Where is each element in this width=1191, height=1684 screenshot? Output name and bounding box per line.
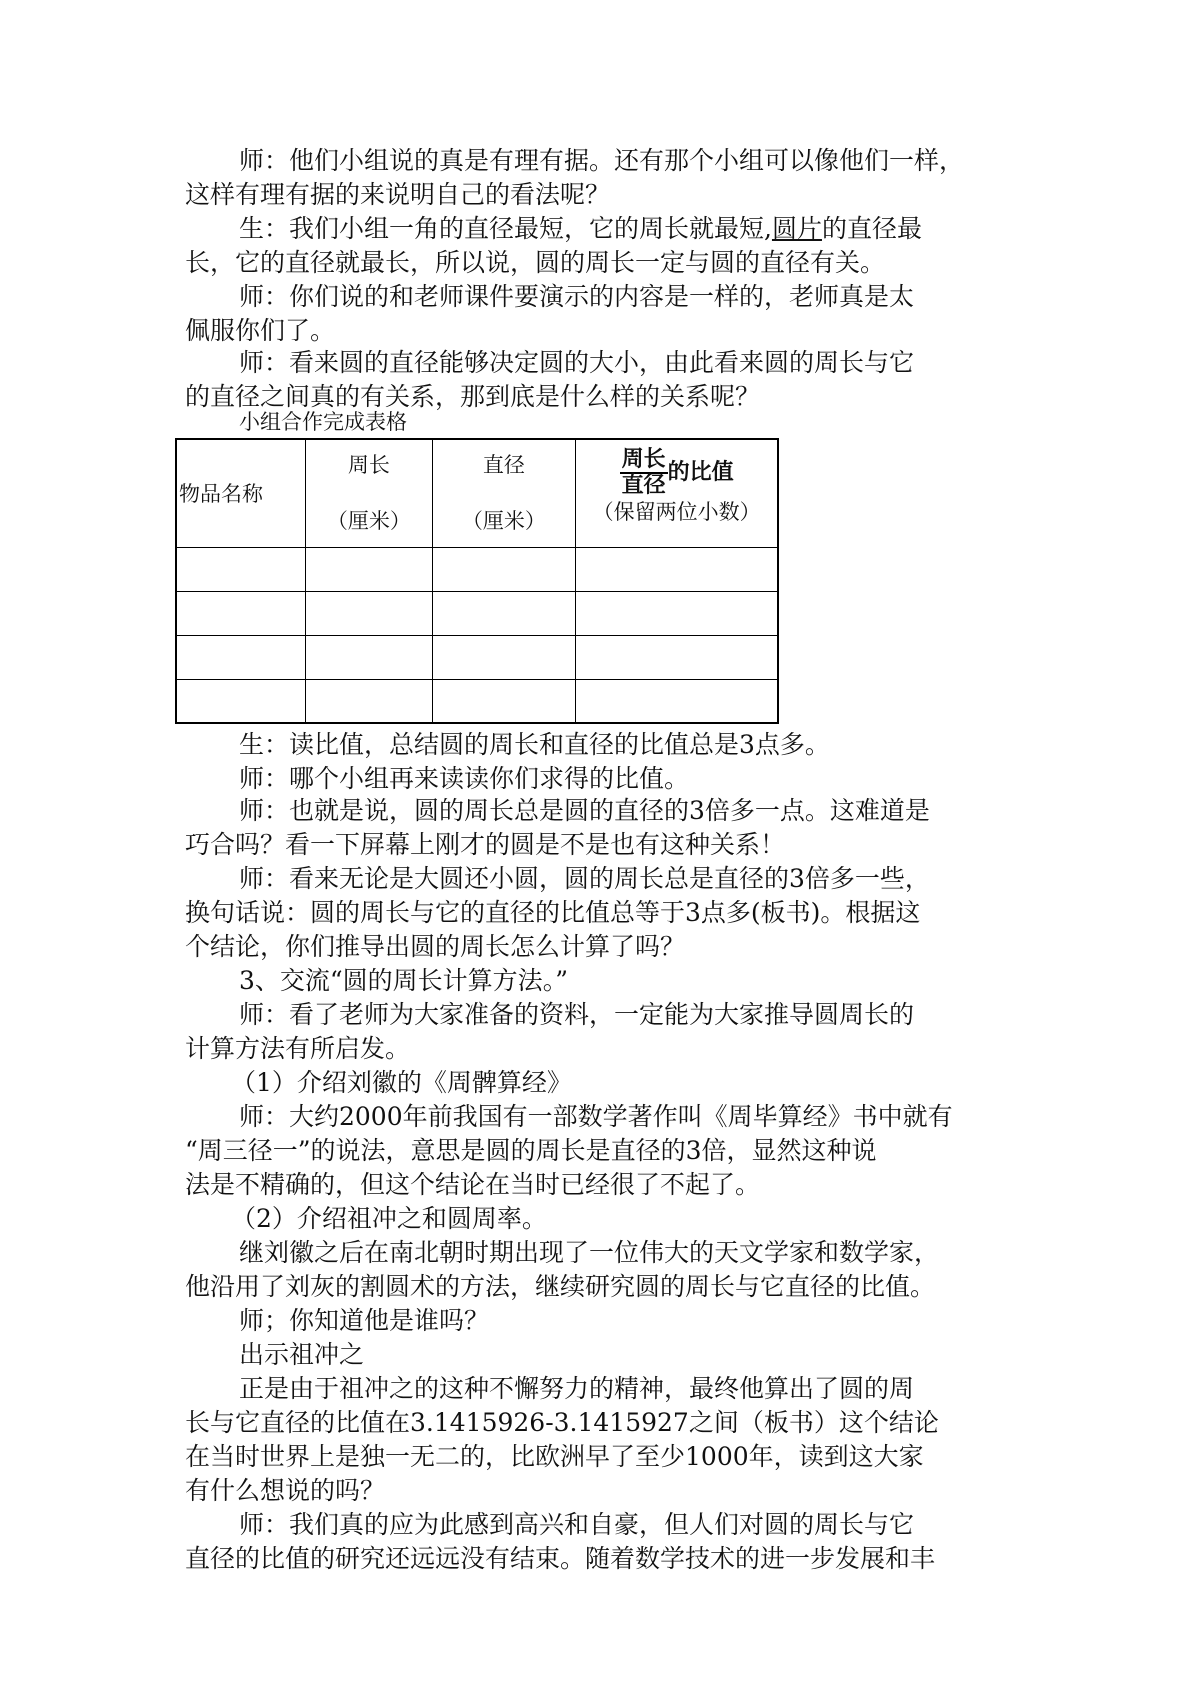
table-cell[interactable] (432, 547, 576, 591)
text-line: 师：也就是说，圆的周长总是圆的直径的3倍多一点。这难道是 (239, 796, 930, 825)
paragraph (185, 862, 1015, 964)
table-cell[interactable] (176, 547, 306, 591)
header-item-name: 物品名称 (176, 439, 306, 547)
text-line: 法是不精确的，但这个结论在当时已经很了不起了。 (185, 1170, 761, 1199)
fraction-numerator: 周长 (621, 447, 666, 473)
text-line: 出示祖冲之 (239, 1340, 365, 1369)
header-circumference (306, 439, 433, 547)
text-line: 换句话说：圆的周长与它的直径的比值总等于3点多(板书)。根据这 (185, 898, 921, 927)
text-line: 师：哪个小组再来读读你们求得的比值。 (239, 764, 690, 793)
paragraph (185, 212, 1015, 280)
table-caption (185, 408, 1015, 436)
table-cell[interactable] (306, 547, 433, 591)
table-row (176, 679, 778, 723)
ratio-title (576, 448, 777, 498)
text-line: 继刘徽之后在南北朝时期出现了一位伟大的天文学家和数学家， (239, 1238, 940, 1267)
paragraph (185, 1372, 1015, 1508)
paragraph (185, 1100, 1015, 1202)
text-run: 的直径最 (821, 214, 922, 243)
section-heading (185, 964, 1015, 998)
table-cell[interactable] (432, 635, 576, 679)
header-label: 直径 (482, 453, 525, 478)
table-cell[interactable] (576, 679, 778, 723)
paragraph (185, 1338, 1015, 1372)
text-line: （2）介绍祖冲之和圆周率。 (231, 1204, 547, 1233)
text-line: 师：看来无论是大圆还小圆，圆的周长总是直径的3倍多一些， (239, 864, 930, 893)
text-line: 师：他们小组说的真是有理有据。还有那个小组可以像他们一样， (239, 146, 965, 175)
table-header-row (176, 439, 778, 547)
table-cell[interactable] (432, 591, 576, 635)
subsection-heading (185, 1066, 1015, 1100)
text-line: 长与它直径的比值在3.1415926-3.1415927之间（板书）这个结论 (185, 1408, 939, 1437)
table-row (176, 591, 778, 635)
header-unit: （厘米） (326, 509, 411, 534)
text-line: 正是由于祖冲之的这种不懈努力的精神，最终他算出了圆的周 (239, 1374, 915, 1403)
text-line (185, 212, 1015, 246)
table-cell[interactable] (576, 591, 778, 635)
text-line: 师；你知道他是谁吗？ (239, 1306, 490, 1335)
table-cell[interactable] (306, 679, 433, 723)
table-cell[interactable] (176, 635, 306, 679)
header-diameter (432, 439, 576, 547)
table-cell[interactable] (176, 679, 306, 723)
text-line: 他沿用了刘灰的割圆术的方法，继续研究圆的周长与它直径的比值。 (185, 1272, 936, 1301)
paragraph (185, 1304, 1015, 1338)
header-label: 周长 (347, 453, 390, 478)
text-line: 师：你们说的和老师课件要演示的内容是一样的，老师真是太 (239, 282, 915, 311)
paragraph (185, 762, 1015, 796)
paragraph (185, 280, 1015, 348)
table-row (176, 635, 778, 679)
text-line: 佩服你们了。 (185, 316, 336, 345)
text-line: 师：我们真的应为此感到高兴和自豪，但人们对圆的周长与它 (239, 1510, 915, 1539)
table-cell[interactable] (576, 547, 778, 591)
paragraph (185, 144, 1015, 212)
text-line: 长，它的直径就最长，所以说，圆的周长一定与圆的直径有关。 (185, 248, 886, 277)
ratio-label: 的比值 (667, 460, 734, 486)
text-line: 师：大约2000年前我国有一部数学著作叫《周毕算经》书中就有 (239, 1102, 953, 1131)
text-line: 个结论，你们推导出圆的周长怎么计算了吗？ (185, 932, 686, 961)
table-cell[interactable] (176, 591, 306, 635)
paragraph (185, 1236, 1015, 1304)
header-unit: （厘米） (461, 509, 546, 534)
paragraph (185, 346, 1015, 414)
paragraph (185, 728, 1015, 762)
text-run: 生：我们小组一角的直径最短，它的周长就最短, (239, 214, 772, 243)
table-row (176, 547, 778, 591)
text-line: （1）介绍刘徽的《周髀算经》 (231, 1068, 572, 1097)
ratio-note: （保留两位小数） (592, 500, 761, 525)
text-line: 师：看来圆的直径能够决定圆的大小，由此看来圆的周长与它 (239, 348, 915, 377)
table-cell[interactable] (576, 635, 778, 679)
paragraph (185, 794, 1015, 862)
subsection-heading (185, 1202, 1015, 1236)
text-line: 这样有理有据的来说明自己的看法呢？ (185, 180, 611, 209)
fraction-denominator: 直径 (621, 473, 666, 499)
text-line: 的直径之间真的有关系，那到底是什么样的关系呢？ (185, 382, 761, 411)
header-ratio (576, 439, 778, 547)
table-cell[interactable] (306, 591, 433, 635)
text-line: 生：读比值，总结圆的周长和直径的比值总是3点多。 (239, 730, 830, 759)
text-line: 在当时世界上是独一无二的，比欧洲早了至少1000年，读到这大家 (185, 1442, 924, 1471)
text-line: “周三径一”的说法，意思是圆的周长是直径的3倍，显然这种说 (185, 1136, 877, 1165)
text-line: 3、交流“圆的周长计算方法。” (239, 966, 568, 995)
paragraph (185, 998, 1015, 1066)
text-line: 有什么想说的吗？ (185, 1476, 386, 1505)
text-line: 巧合吗？看一下屏幕上刚才的圆是不是也有这种关系！ (185, 830, 786, 859)
table-cell[interactable] (306, 635, 433, 679)
text-line: 直径的比值的研究还远远没有结束。随着数学技术的进一步发展和丰 (185, 1544, 936, 1573)
underlined-term: 圆片 (771, 214, 822, 243)
table-cell[interactable] (432, 679, 576, 723)
text-line: 师：看了老师为大家准备的资料，一定能为大家推导圆周长的 (239, 1000, 915, 1029)
ratio-fraction (620, 448, 668, 498)
data-table (175, 438, 779, 724)
paragraph (185, 1508, 1015, 1576)
text-line: 计算方法有所启发。 (185, 1034, 411, 1063)
text-line: 小组合作完成表格 (239, 410, 407, 434)
